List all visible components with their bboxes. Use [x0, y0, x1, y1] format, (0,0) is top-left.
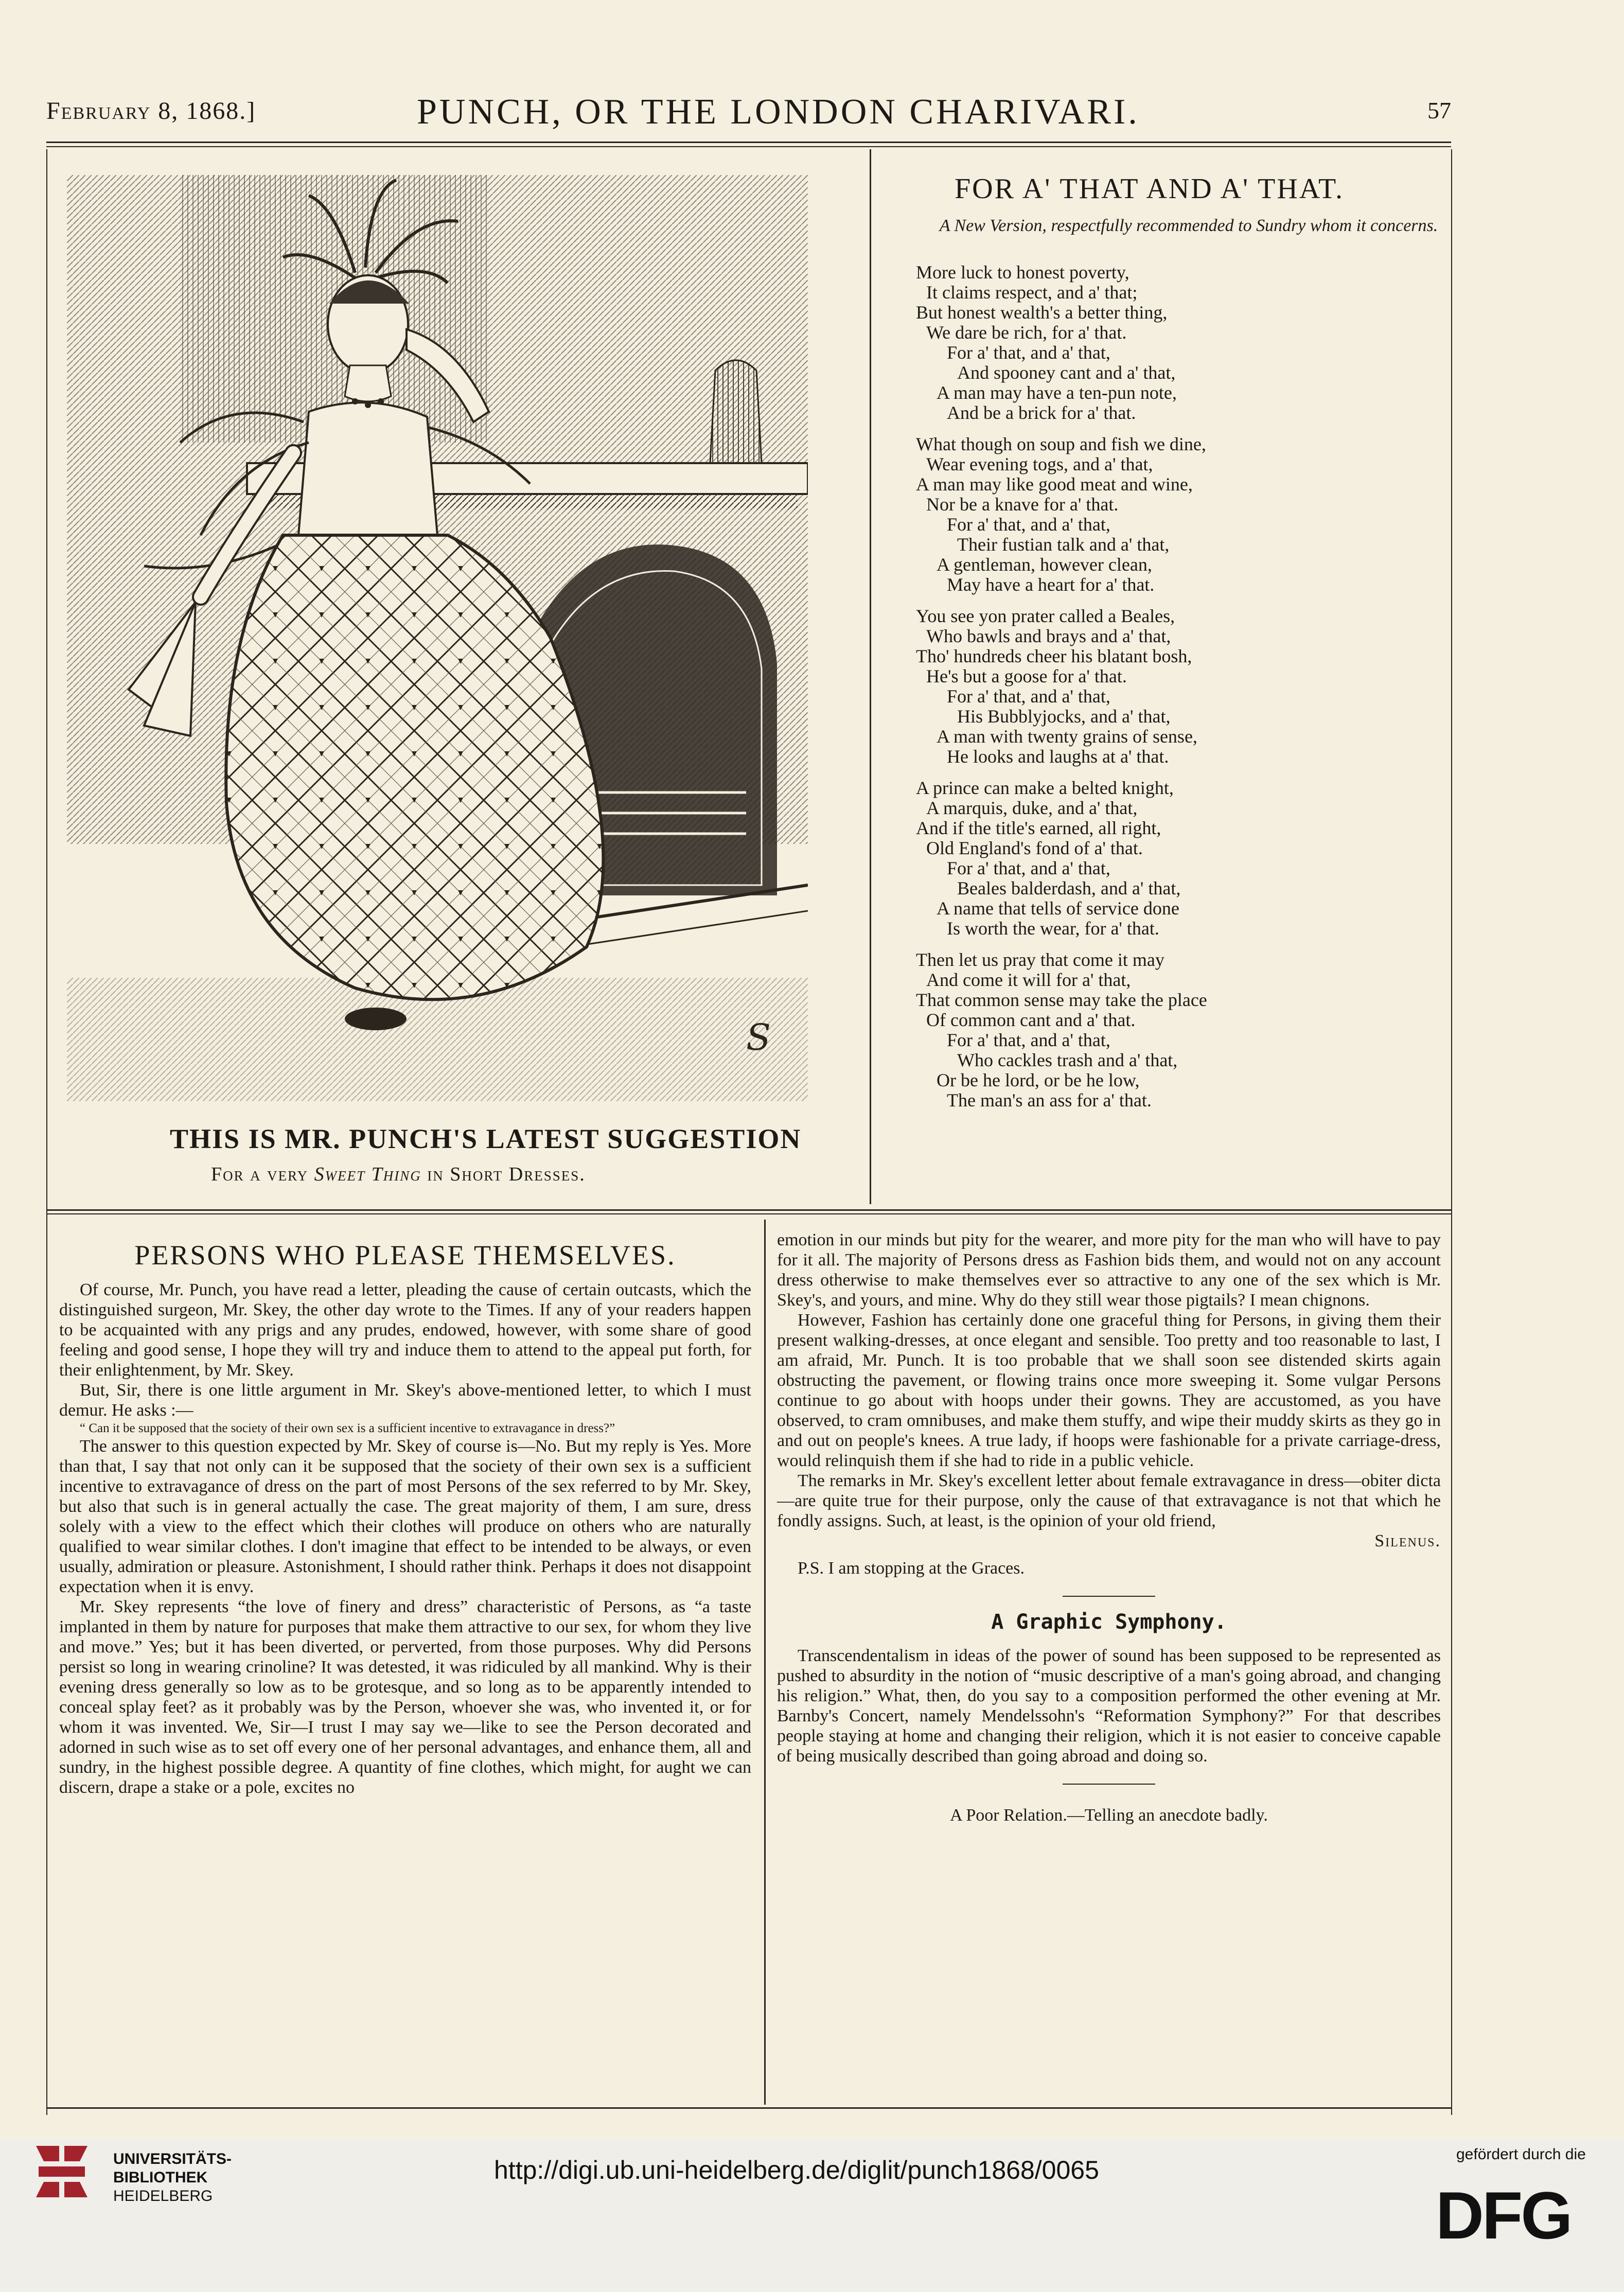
poem-line: A marquis, duke, and a' that,: [926, 798, 1138, 818]
poem-stanza: [916, 606, 1482, 767]
postscript: P.S. I am stopping at the Graces.: [798, 1559, 1025, 1578]
poem-line: Of common cant and a' that.: [926, 1010, 1136, 1030]
signature: Silenus.: [1374, 1531, 1441, 1550]
poem-line: More luck to honest poverty,: [916, 262, 1129, 283]
poem-line: He looks and laughs at a' that.: [947, 746, 1169, 767]
article-paragraph: However, Fashion has certainly done one graceful thing for Persons, in giving them their present walking-dresses, at once elegant and sensible. Too pretty and too reasonable to last, I am afraid, Mr. Punch. It is too probable that we shall soon see distended skirts again obstructing the pavement, or flowing trains once more sweeping it. Some vulgar Persons continue to go about with hoops under their gowns. They are accustomed, as you have observed, to cram omnibuses, and make them stuffy, and wipe their muddy skirts as they go in and out on people's knees. A true lady, if hoops were fashionable for a private carriage-dress, would relinquish them if she had to ride in a public vehicle.: [777, 1311, 1441, 1470]
top-column-divider: [870, 149, 871, 1204]
poor-relation-joke: A Poor Relation.—Telling an anecdote badly.: [950, 1806, 1268, 1825]
poem-line: Wear evening togs, and a' that,: [926, 454, 1153, 474]
poem-line: Or be he lord, or be he low,: [937, 1070, 1140, 1090]
mid-rule: [46, 1209, 1451, 1211]
poem-line: You see yon prater called a Beales,: [916, 606, 1175, 626]
article-continuation: [777, 1230, 1441, 1825]
poem-line: He's but a goose for a' that.: [926, 666, 1127, 686]
poem-line: A man may like good meat and wine,: [916, 474, 1193, 495]
article-persons-who-please-themselves: [59, 1240, 751, 1797]
bottom-rule: [46, 2107, 1451, 2109]
library-line: BIBLIOTHEK: [113, 2169, 208, 2186]
poem-line: Is worth the wear, for a' that.: [947, 918, 1159, 939]
poem-line: And spooney cant and a' that,: [957, 362, 1176, 383]
header-date: February 8, 1868.]: [46, 97, 256, 125]
article-paragraph: emotion in our minds but pity for the wearer, and more pity for the man who will have to pay for it all. The majority of Persons dress as Fashion bids them, and would not on any account dress otherwise to make themselves ever so attractive to any one of the sex which is Mr. Skey's, and yours, and mine. Why do they still wear those pigtails? I mean chignons.: [777, 1230, 1441, 1310]
poem-line: For a' that, and a' that,: [947, 858, 1110, 878]
poem-line: A gentleman, however clean,: [937, 554, 1152, 575]
poem-line: A name that tells of service done: [937, 898, 1179, 919]
poem-line: Beales balderdash, and a' that,: [957, 878, 1181, 898]
caption-sub-suffix: in Short Dresses.: [427, 1163, 586, 1185]
article-paragraph: The answer to this question expected by Mr. Skey of course is—No. But my reply is Yes. More than that, I say that not only can it be supposed that the society of their own sex is a sufficient incentive to extravagance of dress on the part of most Persons of the sex referred to by Mr. Skey, but also that such is in general actually the case. The great majority of them, I am sure, dress solely with a view to the effect which their clothes will produce on others who are naturally qualified to wear similar clothes. I don't imagine that effect to be intended to be always, or even usually, admiration or pleasure. Astonishment, I should rather think. Perhaps it does not disappoint expectation when it is envy.: [59, 1437, 751, 1596]
graphic-symphony-text: Transcendentalism in ideas of the power of sound has been supposed to be represented as pushed to absurdity in the notion of “music descriptive of a man's going abroad, and changing his religion.” What, then, do you say to a composition performed the other evening at Mr. Barnby's Concert, namely Mendelssohn's “Reformation Symphony?” For that describes people staying at home and changing their religion, which it is not easier to conceive capable of being musically described than going abroad and doing so.: [777, 1646, 1441, 1766]
poem-line: What though on soup and fish we dine,: [916, 434, 1206, 454]
section-divider: [1063, 1784, 1155, 1785]
poem-body: [916, 262, 1482, 1122]
caption-sub-italic: Sweet Thing: [314, 1163, 421, 1185]
poem-stanza: [916, 434, 1482, 595]
poem-line: And be a brick for a' that.: [947, 402, 1136, 423]
dfg-logo: DFG: [1436, 2178, 1571, 2253]
mid-rule-thin: [46, 1213, 1451, 1214]
poem-line: Nor be a knave for a' that.: [926, 494, 1119, 515]
illustration-caption-title: THIS IS MR. PUNCH'S LATEST SUGGESTION: [170, 1123, 802, 1154]
funded-by-label: gefördert durch die: [1456, 2146, 1586, 2163]
header-rule: [46, 142, 1451, 143]
article-title: PERSONS WHO PLEASE THEMSELVES.: [134, 1240, 676, 1271]
library-line: UNIVERSITÄTS-: [113, 2150, 232, 2167]
poem-line: We dare be rich, for a' that.: [926, 322, 1127, 343]
poem-line: Tho' hundreds cheer his blatant bosh,: [916, 646, 1192, 666]
bottom-column-divider: [764, 1220, 766, 2105]
svg-text:S: S: [746, 1016, 771, 1059]
article-paragraph: Of course, Mr. Punch, you have read a letter, pleading the cause of certain outcasts, which the distinguished surgeon, Mr. Skey, the other day wrote to the Times. If any of your readers happen to be acquainted with any prigs and any prudes, endowed, however, with some share of good feeling and good sense, I hope they will try and induce them to attend to the appeal put forth, for their enlightenment, by Mr. Skey.: [59, 1280, 751, 1380]
article-quote: “ Can it be supposed that the society of their own sex is a sufficient incentive to extravagance in dress?”: [80, 1421, 615, 1435]
poem-stanza: [916, 950, 1482, 1110]
poem-line: That common sense may take the place: [916, 990, 1207, 1010]
poem-line: Who bawls and brays and a' that,: [926, 626, 1171, 646]
article-paragraph: The remarks in Mr. Skey's excellent letter about female extravagance in dress—obiter dicta—are quite true for their purpose, only the cause of that extravagance is not that which he fondly assigns. Such, at least, is the opinion of your old friend,: [777, 1471, 1441, 1530]
running-header: [46, 92, 1451, 138]
poem-line: Old England's fond of a' that.: [926, 838, 1143, 858]
poem-line: It claims respect, and a' that;: [926, 282, 1138, 303]
poem-line: A man may have a ten-pun note,: [937, 382, 1177, 403]
poem-line: The man's an ass for a' that.: [947, 1090, 1152, 1110]
poem-line: Who cackles trash and a' that,: [957, 1050, 1178, 1070]
digital-copy-link[interactable]: http://digi.ub.uni-heidelberg.de/diglit/punch1868/0065: [494, 2156, 1099, 2184]
caption-sub-prefix: For a very: [211, 1163, 309, 1185]
header-rule-thin: [46, 146, 1451, 147]
graphic-symphony-title: A Graphic Symphony.: [991, 1610, 1227, 1634]
page-number: 57: [1427, 97, 1451, 124]
poem-line: A man with twenty grains of sense,: [937, 726, 1197, 747]
poem-line: May have a heart for a' that.: [947, 574, 1155, 595]
illustration-woman-pineapple-dress: [67, 175, 808, 1101]
header-title: PUNCH, OR THE LONDON CHARIVARI.: [417, 92, 1140, 132]
poem-line: For a' that, and a' that,: [947, 1030, 1110, 1050]
poem-line: Their fustian talk and a' that,: [957, 534, 1170, 555]
poem-stanza: [916, 778, 1482, 939]
poem-line: For a' that, and a' that,: [947, 686, 1110, 707]
poem-line: But honest wealth's a better thing,: [916, 302, 1168, 323]
library-line: HEIDELBERG: [113, 2188, 213, 2205]
poem-stanza: [916, 262, 1482, 423]
library-name: [113, 2150, 232, 2206]
poem-subtitle: A New Version, respectfully recommended to Sundry whom it concerns.: [939, 216, 1438, 235]
poem-line: And come it will for a' that,: [926, 969, 1131, 990]
poem-line: And if the title's earned, all right,: [916, 818, 1161, 838]
poem-line: For a' that, and a' that,: [947, 514, 1110, 535]
article-paragraph: Mr. Skey represents “the love of finery and dress” characteristic of Persons, as “a taste implanted in them by nature for purposes that make them attractive to our sex, for whom they live and move.” Yes; but it has been diverted, or perverted, from those purposes. Why did Persons persist so long in wearing crinoline? It was detested, it was ridiculed by all mankind. Why is their evening dress generally so low as to be grotesque, and so long as to be apparently intended to conceal splay feet? as it probably was by the Person, whoever she was, who invented it, or for whom it was invented. We, Sir—I trust I may say we—like to see the Person decorated and adorned in such wise as to set off every one of her personal advantages, and enhance them, all and sundry, in the highest possible degree. A quantity of fine clothes, which might, for aught we can discern, drape a stake or a pole, excites no: [59, 1597, 751, 1797]
poem-title: FOR A' THAT AND A' THAT.: [955, 173, 1345, 205]
left-frame-line: [46, 149, 47, 2115]
poem-line: A prince can make a belted knight,: [916, 778, 1174, 798]
university-library-logo-icon: [31, 2141, 93, 2202]
section-divider: [1063, 1596, 1155, 1597]
poem-line: For a' that, and a' that,: [947, 342, 1110, 363]
article-paragraph: But, Sir, there is one little argument in Mr. Skey's above-mentioned letter, to which I must demur. He asks :—: [59, 1381, 751, 1420]
poem-line: His Bubblyjocks, and a' that,: [957, 706, 1171, 727]
illustration-caption-subtitle: [211, 1163, 586, 1186]
poem-line: Then let us pray that come it may: [916, 949, 1164, 970]
